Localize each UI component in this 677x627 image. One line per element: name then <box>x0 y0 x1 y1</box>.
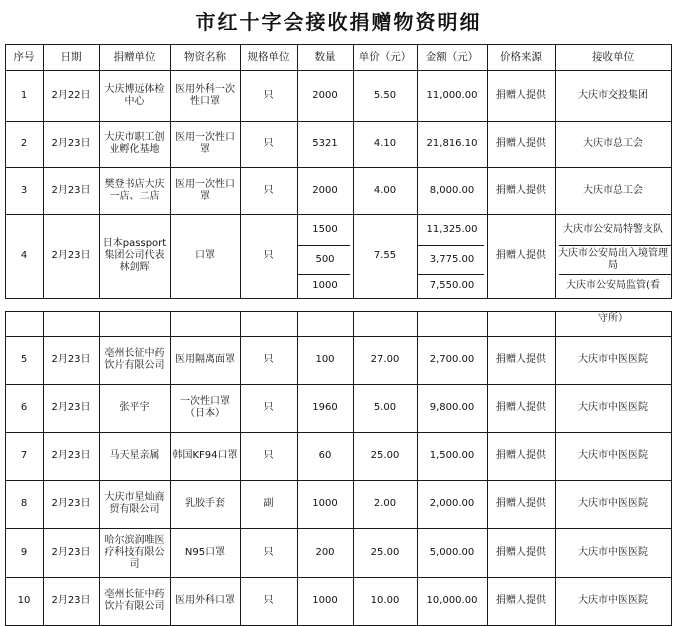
row-9-unit-price: 25.00 <box>370 546 400 558</box>
row-1-unit-price: 5.50 <box>373 89 397 101</box>
row-5-unit-price: 27.00 <box>370 354 400 365</box>
row-6-date: 2月23日 <box>51 402 91 413</box>
row-3-amount: 8,000.00 <box>429 184 475 196</box>
row-4-unit-price: 7.55 <box>373 250 397 261</box>
row-8-unit: 副 <box>263 498 274 509</box>
row-8-date: 2月23日 <box>51 498 91 509</box>
row-6-donor: 张平宇 <box>119 402 150 413</box>
row-3-donor: 樊登书店大庆一店、二店 <box>104 178 165 202</box>
row-1-quantity: 2000 <box>312 89 338 101</box>
row-4-unit: 只 <box>263 250 274 261</box>
header-receiver: 接收单位 <box>592 51 634 63</box>
row-3-date: 2月23日 <box>51 184 91 196</box>
row-4-sub-receiver: 大庆市公安局出入境管理局 <box>558 247 668 271</box>
row-7-unit: 只 <box>263 450 274 461</box>
row-10-receiver: 大庆市中医医院 <box>578 595 648 606</box>
row-2-donor: 大庆市职工创业孵化基地 <box>104 132 165 155</box>
row-4-seq: 4 <box>20 250 28 261</box>
row-7-date: 2月23日 <box>51 450 91 461</box>
row-9-receiver: 大庆市中医医院 <box>578 546 648 558</box>
row-2-item: 医用一次性口罩 <box>175 132 235 155</box>
row-10-quantity: 1000 <box>312 595 338 606</box>
row-6-unit-price: 5.00 <box>373 402 397 413</box>
row-10-price-source: 捐赠人提供 <box>496 595 546 606</box>
row-7-amount: 1,500.00 <box>429 450 475 461</box>
row-4-sub-receiver: 大庆市公安局监管(看 <box>566 280 660 291</box>
sub-row-divider <box>417 274 484 275</box>
row-9-quantity: 200 <box>315 546 335 558</box>
row-4-sub-amount: 11,325.00 <box>426 223 478 235</box>
row-3-receiver: 大庆市总工会 <box>583 184 643 196</box>
row-8-amount: 2,000.00 <box>429 498 475 509</box>
row-1-item: 医用外科一次性口罩 <box>175 83 235 107</box>
row-5-price-source: 捐赠人提供 <box>496 354 546 365</box>
page-title: 市红十字会接收捐赠物资明细 <box>195 10 482 34</box>
row-5-unit: 只 <box>263 354 274 365</box>
row-7-unit-price: 25.00 <box>370 450 400 461</box>
row-3-unit: 只 <box>263 184 274 196</box>
row-8-receiver: 大庆市中医医院 <box>578 498 648 509</box>
row-9-donor: 哈尔滨润唯医疗科技有限公司 <box>104 534 165 570</box>
row-1-seq: 1 <box>20 89 28 101</box>
header-amount: 金额（元） <box>425 51 479 63</box>
header-item: 物资名称 <box>184 51 226 63</box>
row-8-price-source: 捐赠人提供 <box>496 498 546 509</box>
sub-row-divider <box>297 274 350 275</box>
row-7-quantity: 60 <box>318 450 332 461</box>
row-4-date: 2月23日 <box>51 250 91 261</box>
column-divider <box>671 311 672 625</box>
row-7-donor: 马天星亲属 <box>109 450 160 461</box>
row-7-seq: 7 <box>20 450 28 461</box>
sub-row-divider <box>417 245 484 246</box>
header-price-source: 价格来源 <box>500 51 542 63</box>
header-unit-price: 单价（元） <box>358 51 412 63</box>
row-5-amount: 2,700.00 <box>429 354 475 365</box>
row-2-price-source: 捐赠人提供 <box>496 138 546 149</box>
row-4-sub-quantity: 1000 <box>312 280 338 291</box>
row-3-unit-price: 4.00 <box>373 184 397 196</box>
sub-row-divider <box>297 245 350 246</box>
row-4-sub-amount: 7,550.00 <box>429 280 475 291</box>
row-2-receiver: 大庆市总工会 <box>583 138 643 149</box>
row-6-unit: 只 <box>263 402 274 413</box>
row-8-item: 乳胶手套 <box>185 498 225 509</box>
row-10-date: 2月23日 <box>51 595 91 606</box>
row-3-item: 医用一次性口罩 <box>175 178 235 202</box>
header-date: 日期 <box>60 51 82 63</box>
row-5-quantity: 100 <box>315 354 335 365</box>
row-3-quantity: 2000 <box>312 184 338 196</box>
row-4-price-source: 捐赠人提供 <box>496 250 546 261</box>
row-4-sub-receiver: 大庆市公安局特警支队 <box>563 223 663 235</box>
row-2-amount: 21,816.10 <box>426 138 478 149</box>
header-unit: 规格单位 <box>247 51 290 63</box>
row-9-date: 2月23日 <box>51 546 91 558</box>
row-9-price-source: 捐赠人提供 <box>496 546 546 558</box>
row-3-seq: 3 <box>20 184 28 196</box>
row-4-receiver-continuation: 守所） <box>598 313 628 324</box>
row-4-item: 口罩 <box>195 250 215 261</box>
table-bottom-border <box>5 298 672 299</box>
row-5-item: 医用隔离面罩 <box>175 354 235 365</box>
row-8-unit-price: 2.00 <box>373 498 397 509</box>
row-7-item: 韩国KF94口罩 <box>172 450 238 461</box>
row-10-amount: 10,000.00 <box>426 595 478 606</box>
row-1-unit: 只 <box>263 89 274 101</box>
header-donor: 捐赠单位 <box>113 51 156 63</box>
row-2-unit-price: 4.10 <box>373 138 397 149</box>
row-4-sub-quantity: 500 <box>315 253 335 265</box>
row-2-date: 2月23日 <box>51 138 91 149</box>
row-10-donor: 亳州长征中药饮片有限公司 <box>104 589 165 612</box>
row-6-seq: 6 <box>20 402 28 413</box>
row-10-seq: 10 <box>17 595 31 606</box>
row-10-unit: 只 <box>263 595 274 606</box>
row-6-quantity: 1960 <box>312 402 338 413</box>
row-9-seq: 9 <box>20 546 28 558</box>
row-1-price-source: 捐赠人提供 <box>496 89 546 101</box>
row-7-receiver: 大庆市中医医院 <box>578 450 648 461</box>
row-1-donor: 大庆博远体检中心 <box>104 83 165 107</box>
row-9-unit: 只 <box>263 546 274 558</box>
row-6-item: 一次性口罩（日本） <box>180 396 230 419</box>
row-2-unit: 只 <box>263 138 274 149</box>
row-8-donor: 大庆市星灿商贸有限公司 <box>104 492 165 515</box>
row-5-seq: 5 <box>20 354 28 365</box>
row-4-sub-quantity: 1500 <box>312 223 338 235</box>
column-divider <box>671 44 672 298</box>
row-1-amount: 11,000.00 <box>426 89 478 101</box>
row-1-receiver: 大庆市交投集团 <box>578 89 648 101</box>
row-6-amount: 9,800.00 <box>429 402 475 413</box>
row-3-price-source: 捐赠人提供 <box>496 184 546 196</box>
row-1-date: 2月22日 <box>51 89 91 101</box>
row-7-price-source: 捐赠人提供 <box>496 450 546 461</box>
row-4-sub-amount: 3,775.00 <box>429 253 475 265</box>
row-10-unit-price: 10.00 <box>370 595 400 606</box>
row-2-seq: 2 <box>20 138 28 149</box>
sub-row-divider <box>559 274 672 275</box>
row-5-receiver: 大庆市中医医院 <box>578 354 648 365</box>
row-2-quantity: 5321 <box>312 138 338 149</box>
row-6-price-source: 捐赠人提供 <box>496 402 546 413</box>
row-8-quantity: 1000 <box>312 498 338 509</box>
header-quantity: 数量 <box>314 51 336 63</box>
row-9-amount: 5,000.00 <box>429 546 475 558</box>
row-divider <box>5 625 672 626</box>
row-5-date: 2月23日 <box>51 354 91 365</box>
row-6-receiver: 大庆市中医医院 <box>578 402 648 413</box>
row-5-donor: 亳州长征中药饮片有限公司 <box>104 348 165 371</box>
sub-row-divider <box>559 245 672 246</box>
row-10-item: 医用外科口罩 <box>175 595 235 606</box>
row-9-item: N95口罩 <box>184 546 226 558</box>
row-4-donor: 日本passport集团公司代表林剑辉 <box>102 238 167 273</box>
row-8-seq: 8 <box>20 498 28 509</box>
header-seq: 序号 <box>13 51 35 63</box>
